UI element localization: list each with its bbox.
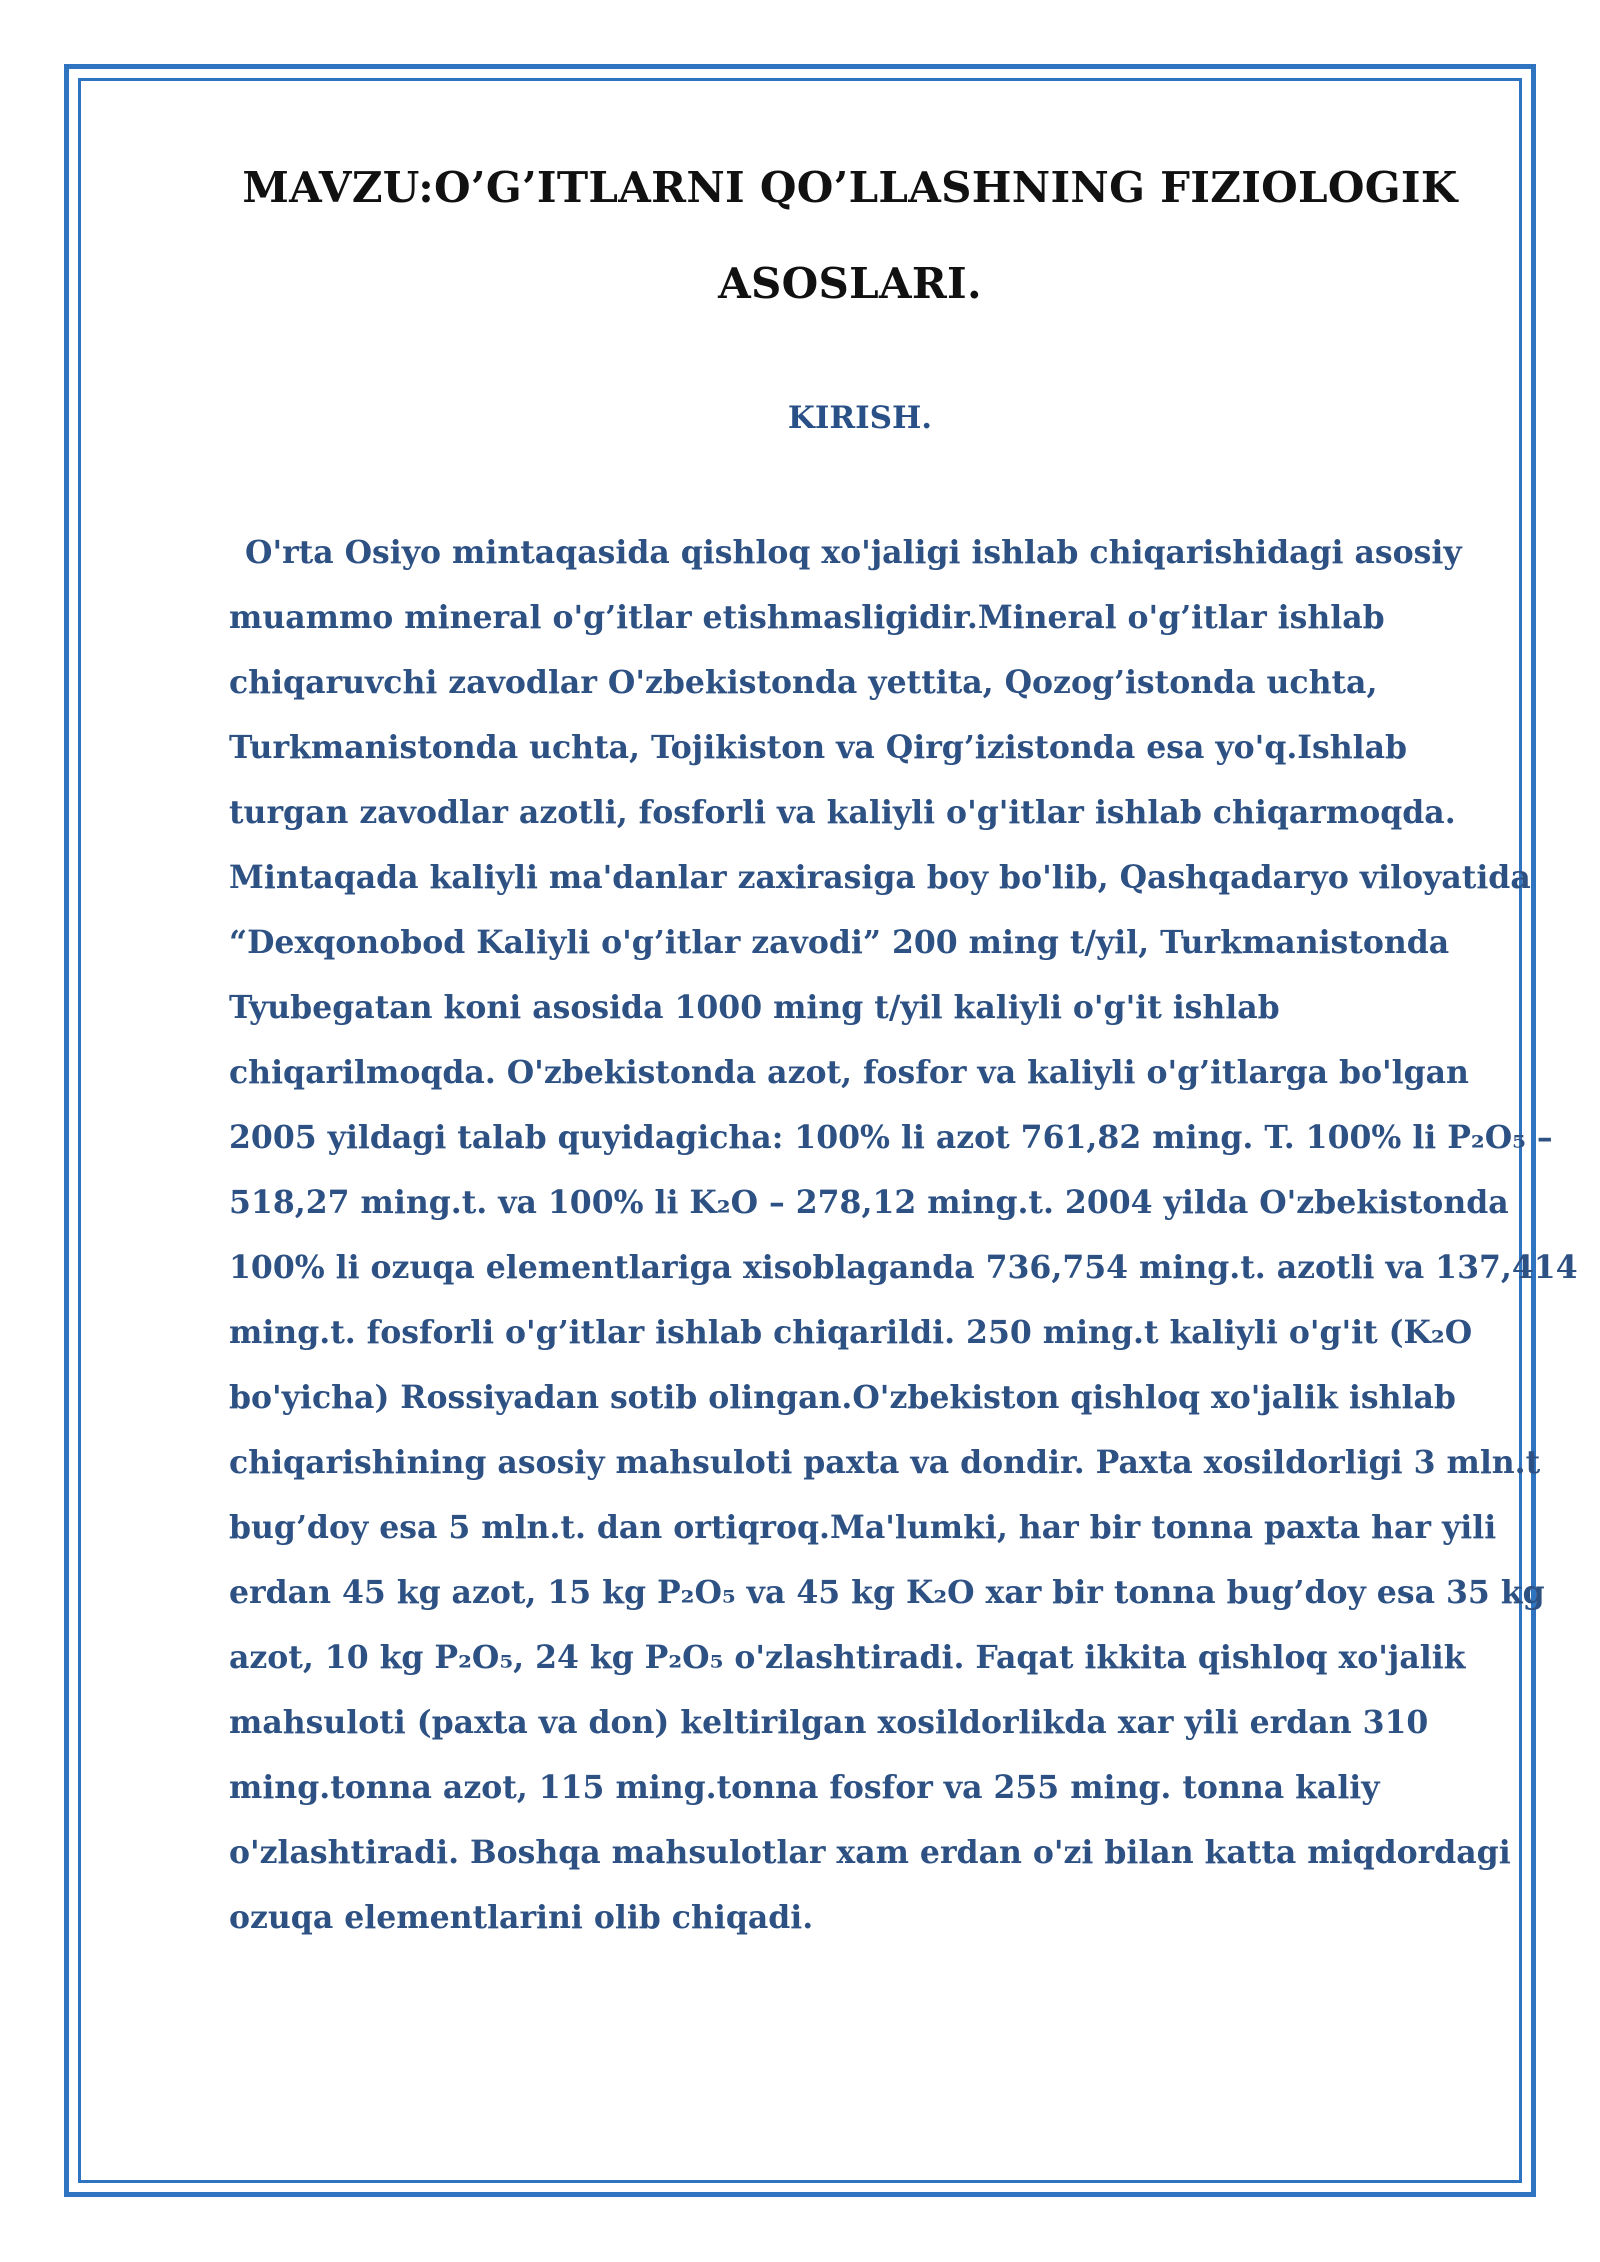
body-paragraph [229, 520, 1578, 1950]
paragraph-line: chiqaruvchi zavodlar O'zbekistonda yettita, Qozog’istonda uchta, [229, 664, 1378, 701]
paragraph-line: erdan 45 kg azot, 15 kg P₂O₅ va 45 kg K₂O xar bir tonna bug’doy esa 35 kg [229, 1574, 1545, 1611]
paragraph-line: chiqarishining asosiy mahsuloti paxta va dondir. Paxta xosildorligi 3 mln.t [229, 1444, 1541, 1481]
page-title [200, 140, 1500, 332]
paragraph-line: 518,27 ming.t. va 100% li K₂O – 278,12 ming.t. 2004 yilda O'zbekistonda [229, 1184, 1509, 1221]
paragraph-line: o'zlashtiradi. Boshqa mahsulotlar xam erdan o'zi bilan katta miqdordagi [229, 1834, 1511, 1871]
section-heading: KIRISH. [787, 400, 933, 436]
title-line: MAVZU:O’G’ITLARNI QO’LLASHNING FIZIOLOGIK [242, 163, 1458, 212]
title-line: ASOSLARI. [718, 259, 982, 308]
paragraph-line: chiqarilmoqda. O'zbekistonda azot, fosfor va kaliyli o'g’itlarga bo'lgan [229, 1054, 1469, 1091]
paragraph-line: ozuqa elementlarini olib chiqadi. [229, 1899, 814, 1936]
paragraph-line: O'rta Osiyo mintaqasida qishloq xo'jaligi ishlab chiqarishidagi asosiy [245, 534, 1462, 571]
paragraph-line: ming.tonna azot, 115 ming.tonna fosfor va 255 ming. tonna kaliy [229, 1769, 1380, 1806]
paragraph-line: Turkmanistonda uchta, Tojikiston va Qirg’izistonda esa yo'q.Ishlab [229, 729, 1408, 766]
paragraph-line: Tyubegatan koni asosida 1000 ming t/yil kaliyli o'g'it ishlab [229, 989, 1280, 1026]
paragraph-line: azot, 10 kg P₂O₅, 24 kg P₂O₅ o'zlashtiradi. Faqat ikkita qishloq xo'jalik [229, 1639, 1466, 1676]
paragraph-line: bo'yicha) Rossiyadan sotib olingan.O'zbekiston qishloq xo'jalik ishlab [229, 1379, 1456, 1416]
paragraph-line: muammo mineral o'g’itlar etishmasligidir.Mineral o'g’itlar ishlab [229, 599, 1385, 636]
paragraph-line: bug’doy esa 5 mln.t. dan ortiqroq.Ma'lumki, har bir tonna paxta har yili [229, 1509, 1497, 1546]
paragraph-line: ming.t. fosforli o'g’itlar ishlab chiqarildi. 250 ming.t kaliyli o'g'it (K₂O [229, 1314, 1473, 1351]
paragraph-line: mahsuloti (paxta va don) keltirilgan xosildorlikda xar yili erdan 310 [229, 1704, 1429, 1741]
paragraph-line: 2005 yildagi talab quyidagicha: 100% li azot 761,82 ming. T. 100% li P₂O₅ – [229, 1119, 1553, 1156]
paragraph-line: turgan zavodlar azotli, fosforli va kaliyli o'g'itlar ishlab chiqarmoqda. [229, 794, 1456, 831]
paragraph-line: 100% li ozuqa elementlariga xisoblaganda 736,754 ming.t. azotli va 137,414 [229, 1249, 1578, 1286]
paragraph-line: “Dexqonobod Kaliyli o'g’itlar zavodi” 200 ming t/yil, Turkmanistonda [229, 924, 1450, 961]
paragraph-line: Mintaqada kaliyli ma'danlar zaxirasiga boy bo'lib, Qashqadaryo viloyatida [229, 859, 1531, 896]
